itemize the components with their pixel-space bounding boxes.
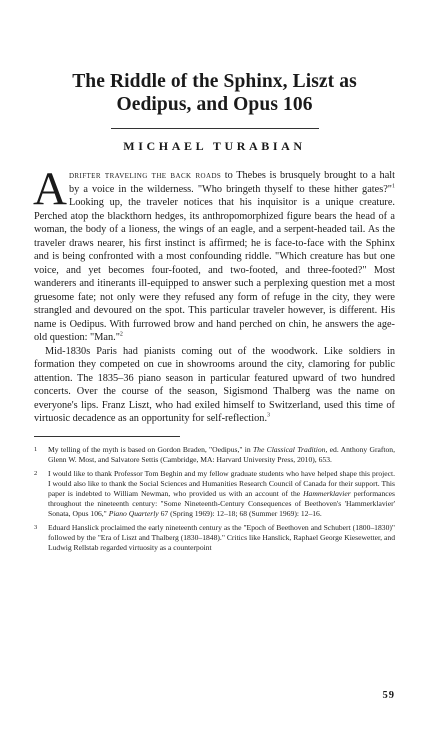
footnote-text: I would like to thank Professor Tom Beghin and my fellow graduate students who have helped shape this project. I would also like to thank the Social Sciences and Humanities Research Council of Canada for their support. This paper is indebted to William Newman, who provided us with an account of the Hammerklavier performances throughout the nineteenth century: "Some Nineteenth-Century Consequences of Beethoven's 'Hammerklavier' Sonata, Opus 106," Piano Quarterly 67 (Spring 1969): 12–18; 68 (Summer 1969): 12–16. <box>48 468 395 518</box>
drop-cap: A <box>33 163 67 215</box>
footnote-text: My telling of the myth is based on Gordon Braden, "Oedipus," in The Classical Tradition, ed. Anthony Grafton, Glenn W. Most, and Salvatore Settis (Cambridge, MA: Harvard University Press, 2010), 653. <box>48 444 395 464</box>
footnote-rule <box>34 436 180 437</box>
article-title <box>34 70 395 116</box>
author-name: MICHAEL TURABIAN <box>123 139 306 153</box>
footnote-number: 1 <box>34 445 38 453</box>
footnote-ref-3[interactable]: 3 <box>267 412 271 419</box>
lead-in-smallcaps: drifter traveling the back roads <box>68 170 222 181</box>
footnotes <box>34 445 395 553</box>
paragraph-2 <box>34 345 395 426</box>
paragraph-1-text-a: to Thebes is brusquely brought to a halt by a voice in the wilderness. "Who bringeth thyself to these hither gates?" <box>68 170 395 195</box>
title-line-1: The Riddle of the Sphinx, Liszt as <box>72 71 357 92</box>
footnote-number: 3 <box>34 523 38 531</box>
paragraph-1 <box>33 163 395 345</box>
footnote-number: 2 <box>34 469 38 477</box>
title-line-2: Oedipus, and Opus 106 <box>116 94 313 115</box>
article-body <box>33 163 395 426</box>
footnote-ref-1[interactable]: 1 <box>392 183 395 190</box>
footnote-1 <box>34 445 395 465</box>
paragraph-2-text: Mid-1830s Paris had pianists coming out of the woodwork. Like soldiers in formation they competed on cue in showrooms around the city, clamoring for public attention. The 1835–36 piano season in particular featured upward of two hundred concerts. Over the course of the season, Sigismond Thalberg was the name on everyone's lips. Franz Liszt, who had exiled himself to Switzerland, used this time of virtuosic decadence as an opportunity for self-reflection. <box>34 345 395 424</box>
title-rule <box>111 128 319 129</box>
page-number: 59 <box>382 690 395 701</box>
journal-page <box>0 70 441 736</box>
footnote-2 <box>34 469 395 519</box>
paragraph-1-text-b: Looking up, the traveler notices that his inquisitor is a unique creature. Perched atop the blackthorn hedges, its anthropomorphized figure bears the head of a woman, the body of a lioness, the wings of an eagle, and a serpent-headed tail. As the traveler draws nearer, his first instinct is affirmed; he is face-to-face with the Sphinx and is being confronted with a most confounding riddle. "Which creature has but one voice, and yet becomes four-footed, and two-footed, and three-footed?" Most wanderers and itinerants ill-equipped to answer such a perplexing question met a most gruesome fate; not only were they refused any form of refuge in the city, they were strangled and devoured on the spot. This particular traveler however, is different. His name is Oedipus. With furrowed brow and hand perched on chin, he answers the age-old question: "Man." <box>34 197 395 343</box>
footnote-3 <box>34 523 395 553</box>
footnote-text: Eduard Hanslick proclaimed the early nineteenth century as the "Epoch of Beethoven and Schubert (1800–1830)" followed by the "Era of Liszt and Thalberg (1830–1848)." Critics like Hanslick, Raphael George Kiesewetter, and Ludwig Rellstab regarded virtuosity as a counterpoint <box>48 522 395 552</box>
footnote-ref-2[interactable]: 2 <box>119 331 123 338</box>
